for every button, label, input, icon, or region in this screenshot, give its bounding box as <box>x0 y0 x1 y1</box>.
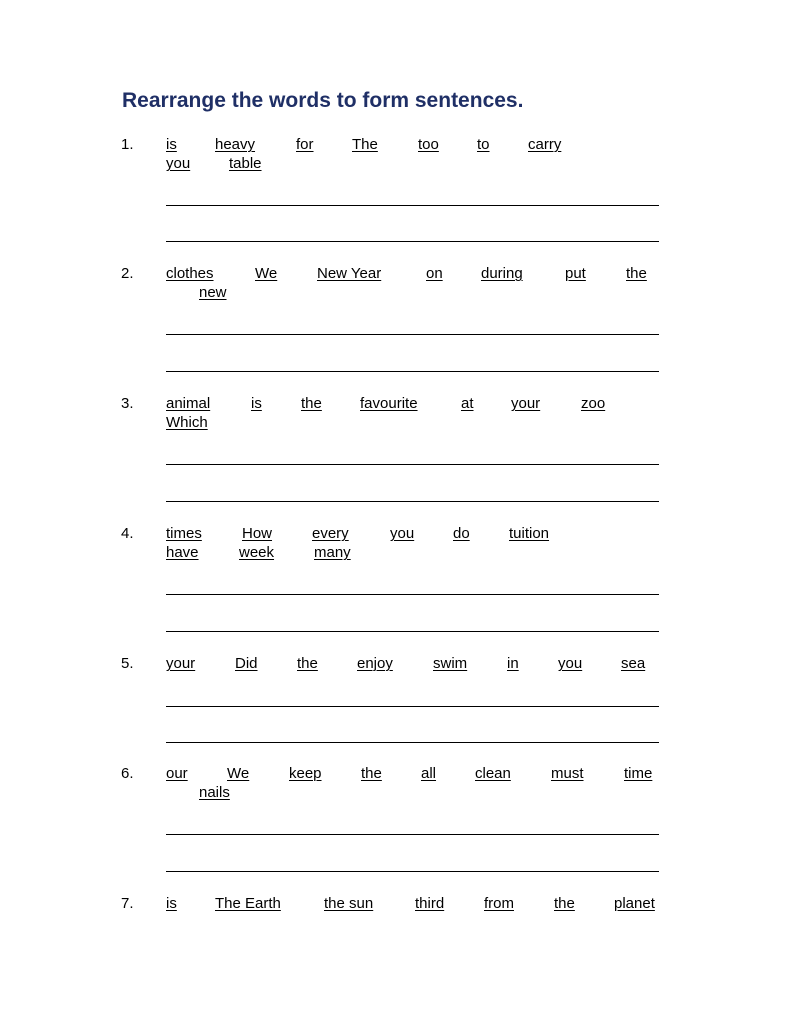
scrambled-word: keep <box>289 765 322 782</box>
scrambled-word: favourite <box>360 395 418 412</box>
scrambled-word: the <box>297 655 318 672</box>
question-number: 4. <box>121 525 134 542</box>
scrambled-word: the <box>301 395 322 412</box>
scrambled-word: new <box>199 284 227 301</box>
answer-line[interactable] <box>166 871 659 872</box>
scrambled-word: swim <box>433 655 468 672</box>
question-number: 6. <box>121 765 134 782</box>
scrambled-word: week <box>239 544 275 561</box>
scrambled-word: have <box>166 544 199 561</box>
scrambled-word: the <box>626 265 647 282</box>
scrambled-word: third <box>415 895 445 912</box>
scrambled-word: carry <box>528 136 562 153</box>
scrambled-word: Which <box>166 414 208 431</box>
scrambled-word: from <box>484 895 514 912</box>
scrambled-word: times <box>166 525 202 542</box>
scrambled-word: heavy <box>215 136 256 153</box>
answer-line[interactable] <box>166 706 659 707</box>
scrambled-word: clean <box>475 765 511 782</box>
question-number: 5. <box>121 655 134 672</box>
scrambled-word: time <box>624 765 653 782</box>
answer-line[interactable] <box>166 464 659 465</box>
answer-line[interactable] <box>166 631 659 632</box>
worksheet-title: Rearrange the words to form sentences. <box>122 89 524 112</box>
scrambled-word: do <box>453 525 470 542</box>
scrambled-word: We <box>255 265 278 282</box>
scrambled-word: to <box>477 136 490 153</box>
scrambled-word: tuition <box>509 525 550 542</box>
answer-line[interactable] <box>166 371 659 372</box>
scrambled-word: the sun <box>324 895 374 912</box>
scrambled-word: enjoy <box>357 655 393 672</box>
scrambled-word: zoo <box>581 395 606 412</box>
answer-line[interactable] <box>166 241 659 242</box>
scrambled-word: for <box>296 136 314 153</box>
scrambled-word: the <box>361 765 382 782</box>
scrambled-word: all <box>421 765 437 782</box>
scrambled-word: on <box>426 265 443 282</box>
scrambled-word: our <box>166 765 188 782</box>
scrambled-word: during <box>481 265 523 282</box>
scrambled-word: you <box>390 525 415 542</box>
scrambled-word: The <box>352 136 378 153</box>
question-number: 1. <box>121 136 134 153</box>
question-number: 3. <box>121 395 134 412</box>
scrambled-word: clothes <box>166 265 214 282</box>
scrambled-word: many <box>314 544 351 561</box>
scrambled-word: put <box>565 265 586 282</box>
answer-line[interactable] <box>166 501 659 502</box>
scrambled-word: is <box>251 395 262 412</box>
answer-line[interactable] <box>166 594 659 595</box>
scrambled-word: you <box>558 655 583 672</box>
scrambled-word: We <box>227 765 250 782</box>
answer-line[interactable] <box>166 742 659 743</box>
question-number: 2. <box>121 265 134 282</box>
scrambled-word: is <box>166 895 177 912</box>
scrambled-word: every <box>312 525 349 542</box>
scrambled-word: in <box>507 655 519 672</box>
scrambled-word: you <box>166 155 191 172</box>
scrambled-word: The Earth <box>215 895 281 912</box>
answer-line[interactable] <box>166 205 659 206</box>
scrambled-word: the <box>554 895 575 912</box>
scrambled-word: must <box>551 765 584 782</box>
scrambled-word: animal <box>166 395 211 412</box>
scrambled-word: How <box>242 525 273 542</box>
scrambled-word: New Year <box>317 265 382 282</box>
scrambled-word: is <box>166 136 177 153</box>
scrambled-word: sea <box>621 655 646 672</box>
scrambled-word: Did <box>235 655 258 672</box>
scrambled-word: nails <box>199 784 230 801</box>
scrambled-word: too <box>418 136 439 153</box>
question-number: 7. <box>121 895 134 912</box>
scrambled-word: table <box>229 155 262 172</box>
scrambled-word: planet <box>614 895 655 912</box>
scrambled-word: your <box>511 395 541 412</box>
answer-line[interactable] <box>166 334 659 335</box>
scrambled-word: at <box>461 395 474 412</box>
answer-line[interactable] <box>166 834 659 835</box>
scrambled-word: your <box>166 655 196 672</box>
